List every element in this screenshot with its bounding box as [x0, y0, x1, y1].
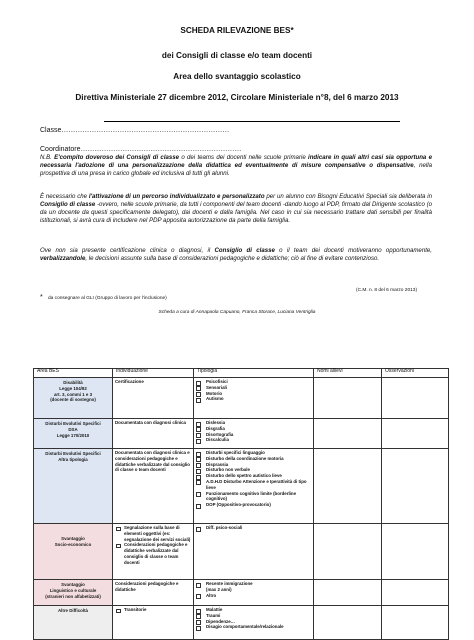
area-cell: Altre Difficoltà — [34, 606, 113, 640]
osservazioni-cell[interactable] — [382, 606, 449, 640]
tipologia-cell — [194, 419, 314, 449]
checkbox-item[interactable]: Altro — [196, 593, 311, 599]
area-cell: Svantaggio Linguistico e culturale (stranieri non alfabetizzati) — [34, 580, 113, 606]
tipologia-cell — [194, 378, 314, 419]
cm-reference: (C.M. n. 8 del 6 marzo 2013) — [356, 288, 418, 293]
checkbox-item[interactable]: Recente immigrazione — [196, 581, 311, 587]
tipologia-cell — [194, 449, 314, 524]
osservazioni-cell[interactable] — [382, 378, 449, 419]
table-row — [34, 419, 449, 449]
ind-checkbox-item[interactable]: Segnalazione sulla base di elementi oggettivi (es: segnalazione dei servizi sociali) — [115, 525, 191, 542]
nomi-allievi-cell[interactable] — [314, 580, 382, 606]
checkbox-item[interactable]: Disgrafia — [196, 426, 311, 432]
checkbox-item[interactable]: Discalculia — [196, 437, 311, 443]
tipologia-cell — [194, 580, 314, 606]
title-rule — [104, 121, 400, 123]
checkbox-item[interactable]: Dislessia — [196, 420, 311, 426]
nomi-allievi-cell[interactable] — [314, 524, 382, 580]
table-row — [34, 606, 449, 640]
col-header: Osservazioni — [382, 369, 449, 378]
individuazione-cell: Documentata con diagnosi clinica e considerazioni pedagogiche e didattiche verbalizzate dal consiglio di classe o team docenti — [113, 449, 194, 524]
individuazione-cell: Considerazioni pedagogiche e didattiche — [113, 580, 194, 606]
tipologia-cell — [194, 606, 314, 640]
ind-checkbox-item[interactable]: Transitorie — [115, 607, 191, 613]
checkbox-item[interactable]: Dipendenze… — [196, 619, 311, 625]
nomi-allievi-cell[interactable] — [314, 419, 382, 449]
col-header: Tipologia — [194, 369, 314, 378]
area-cell: Disabilità Legge 104/92 art. 3, commi 1 e 3 (docente di sostegno) — [34, 378, 113, 419]
checkbox-item[interactable]: Traumi — [196, 613, 311, 619]
osservazioni-cell[interactable] — [382, 419, 449, 449]
tipologia-cell — [194, 524, 314, 580]
nomi-allievi-cell[interactable] — [314, 449, 382, 524]
credits: Scheda a cura di Annapaola Capuano, Franca Storace, Luciana Ventriglia — [158, 310, 316, 315]
col-header: Area BES — [34, 369, 113, 378]
osservazioni-cell[interactable] — [382, 580, 449, 606]
page-title: SCHEDA RILEVAZIONE BES* — [180, 26, 294, 35]
col-header: Nomi allievi — [314, 369, 382, 378]
table-row — [34, 580, 449, 606]
area-cell: Disturbi Evolutivi Specifici Altra tipologia — [34, 449, 113, 524]
checkbox-item[interactable]: DOP (Oppositivo-provocatorio) — [196, 502, 311, 508]
checkbox-item[interactable]: Funzionamento cognitivo limite (borderline cognitivo) — [196, 491, 311, 503]
checkbox-item-note: (max 2 anni) — [206, 586, 232, 592]
checkbox-item[interactable]: Motorio — [196, 391, 311, 397]
area-cell: Svantaggio Socio-economico — [34, 524, 113, 580]
asterisk-mark: * — [40, 294, 43, 301]
paragraph-certificazione: Ove non sia presente certificazione clinica o diagnosi, il Consiglio di classe o il team dei docenti motiveranno opportunamente, verbalizzandole, le decisioni assunte sulla base di considerazioni pedagogiche e didattiche; ciò al fine di evitare contenzioso. — [40, 247, 432, 263]
individuazione-cell — [113, 606, 194, 640]
osservazioni-cell[interactable] — [382, 524, 449, 580]
page-subtitle-area: Area dello svantaggio scolastico — [173, 72, 301, 81]
checkbox-item[interactable]: Autismo — [196, 396, 311, 402]
checkbox-item[interactable]: Malattie — [196, 607, 311, 613]
individuazione-cell: Documentata con diagnosi clinica — [113, 419, 194, 449]
checkbox-item[interactable]: Disprassia — [196, 462, 311, 468]
checkbox-item[interactable]: Diff. psico-sociali — [196, 525, 311, 531]
gli-note: da consegnare al GLI (Gruppo di lavoro per l'inclusione) — [48, 296, 167, 301]
checkbox-item[interactable]: Disturbo non verbale — [196, 467, 311, 473]
checkbox-item[interactable]: Disagio comportamentale/relazionale — [196, 624, 311, 630]
table-header-row — [34, 369, 449, 378]
coordinatore-field: Coordinatore…………………………………………………………… — [40, 146, 242, 153]
checkbox-item[interactable]: Disturbo dello spettro autistico lieve — [196, 473, 311, 479]
table-row — [34, 449, 449, 524]
area-cell: Disturbi Evolutivi Specifici DSA Legge 170/2010 — [34, 419, 113, 449]
paragraph-nb: N.B. E'compito doveroso dei Consigli di classe o dei teams dei docenti nelle scuole primarie indicare in quali altri casi sia opportuna e necessaria l'adozione di una personalizzazione della didattica ed eventualmente di misure compensative o dispensative, nella prospettiva di una presa in carico globale ed inclusiva di tutti gli alunni. — [40, 154, 432, 178]
checkbox-item[interactable]: Disortografia — [196, 432, 311, 438]
bes-table — [33, 368, 449, 640]
individuazione-cell — [113, 524, 194, 580]
individuazione-cell: Certificazione — [113, 378, 194, 419]
directive-reference: Direttiva Ministeriale 27 dicembre 2012, Circolare Ministeriale n°8, del 6 marzo 2013 — [75, 93, 399, 102]
page-subtitle: dei Consigli di classe e/o team docenti — [161, 51, 313, 60]
classe-field: Classe……………………………………………………………… — [40, 127, 230, 134]
table-row — [34, 524, 449, 580]
table-row — [34, 378, 449, 419]
nomi-allievi-cell[interactable] — [314, 378, 382, 419]
checkbox-item[interactable]: Disturbo della coordinazione motoria — [196, 456, 311, 462]
osservazioni-cell[interactable] — [382, 449, 449, 524]
nomi-allievi-cell[interactable] — [314, 606, 382, 640]
checkbox-item[interactable]: Disturbi specifici linguaggio — [196, 450, 311, 456]
col-header: Individuazione — [113, 369, 194, 378]
ind-checkbox-item[interactable]: Considerazioni pedagogiche e didattiche verbalizzate dal consiglio di classe o team docenti — [115, 542, 191, 565]
paragraph-pdp: È necessario che l'attivazione di un percorso individualizzato e personalizzato per un alunno con Bisogni Educativi Speciali sia deliberata in Consiglio di classe -ovvero, nelle scuole primarie, da tutti i componenti del team docenti -dando luogo al PDP, firmato dal Dirigente scolastico (o da un docente da questi specificamente delegato), dai docenti e dalla famiglia. Nel caso in cui sia necessario trattare dati sensibili per finalità istituzionali, si avrà cura di includere nel PDP apposita autorizzazione da parte della famiglia. — [40, 193, 432, 225]
checkbox-item[interactable]: Sensoriali — [196, 385, 311, 391]
checkbox-item[interactable]: Psicofisici — [196, 379, 311, 385]
checkbox-item[interactable]: A.D.H.D Disturbo Attenzione e Iperattività di tipo lieve — [196, 479, 311, 491]
